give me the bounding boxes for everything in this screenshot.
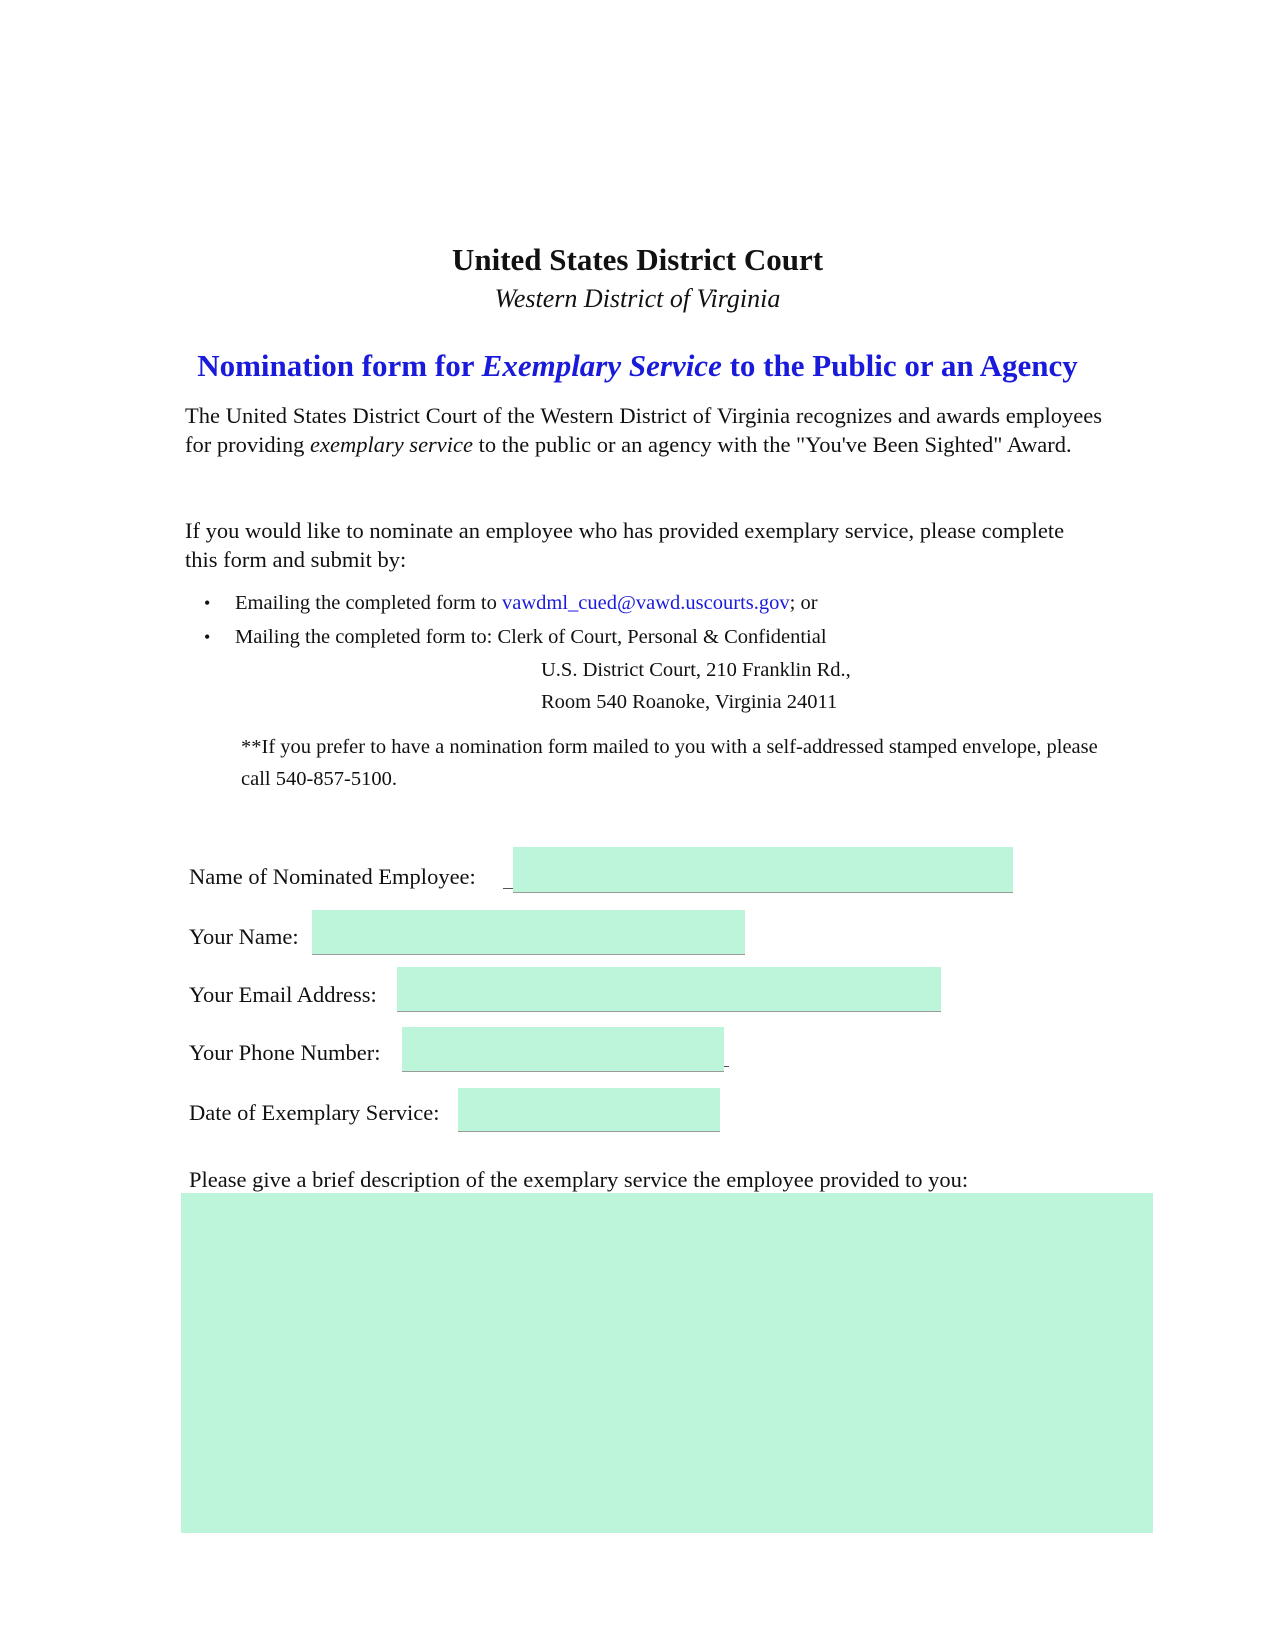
your-name-input[interactable] bbox=[312, 910, 745, 955]
phone-underline bbox=[724, 1066, 729, 1067]
intro-text-end: to the public or an agency with the "You've Been Sighted" Award. bbox=[473, 432, 1072, 457]
bullet-marker: • bbox=[204, 627, 211, 647]
form-heading-prefix: Nomination form for bbox=[197, 348, 482, 383]
email-suffix: ; or bbox=[789, 592, 818, 614]
description-textarea[interactable] bbox=[181, 1193, 1153, 1533]
address-line-2: Room 540 Roanoke, Virginia 24011 bbox=[541, 691, 838, 713]
court-title: United States District Court bbox=[451, 242, 824, 277]
address-line-1: U.S. District Court, 210 Franklin Rd., bbox=[541, 659, 851, 681]
phone-note: **If you prefer to have a nomination form mailed to you with a self-addressed stamped envelope, please call 540-857-5100. bbox=[241, 736, 1098, 790]
form-heading bbox=[0, 346, 1275, 386]
intro-text-start: The United States District Court of the Western District of Virginia recognizes and awards employees for providing bbox=[185, 403, 1102, 457]
date-input[interactable] bbox=[458, 1088, 720, 1132]
bullet-email bbox=[204, 589, 818, 617]
description-label: Please give a brief description of the exemplary service the employee provided to you: bbox=[189, 1167, 969, 1192]
nominee-label: Name of Nominated Employee: bbox=[189, 864, 476, 889]
form-heading-suffix: to the Public or an Agency bbox=[721, 348, 1078, 383]
email-label: Your Email Address: bbox=[189, 982, 377, 1007]
bullet-mail bbox=[204, 623, 827, 651]
email-link[interactable]: vawdml_cued@vawd.uscourts.gov bbox=[502, 592, 790, 614]
intro-emphasis: exemplary service bbox=[309, 432, 474, 457]
phone-input[interactable] bbox=[402, 1027, 724, 1072]
email-input[interactable] bbox=[397, 967, 941, 1012]
court-subtitle: Western District of Virginia bbox=[494, 284, 781, 313]
date-label: Date of Exemplary Service: bbox=[189, 1100, 440, 1125]
nominee-underline bbox=[503, 888, 513, 889]
bullet-marker: • bbox=[204, 593, 211, 613]
nominate-instructions: If you would like to nominate an employee who has provided exemplary service, please complete this form and submit by: bbox=[185, 518, 1065, 572]
intro-paragraph bbox=[185, 401, 1102, 459]
mail-instruction: Mailing the completed form to: Clerk of Court, Personal & Confidential bbox=[235, 626, 827, 648]
your-name-label: Your Name: bbox=[189, 924, 299, 949]
phone-label: Your Phone Number: bbox=[189, 1040, 381, 1065]
nominee-name-input[interactable] bbox=[513, 847, 1013, 893]
form-heading-emphasis: Exemplary Service bbox=[481, 348, 722, 383]
email-instruction: Emailing the completed form to bbox=[235, 592, 503, 614]
